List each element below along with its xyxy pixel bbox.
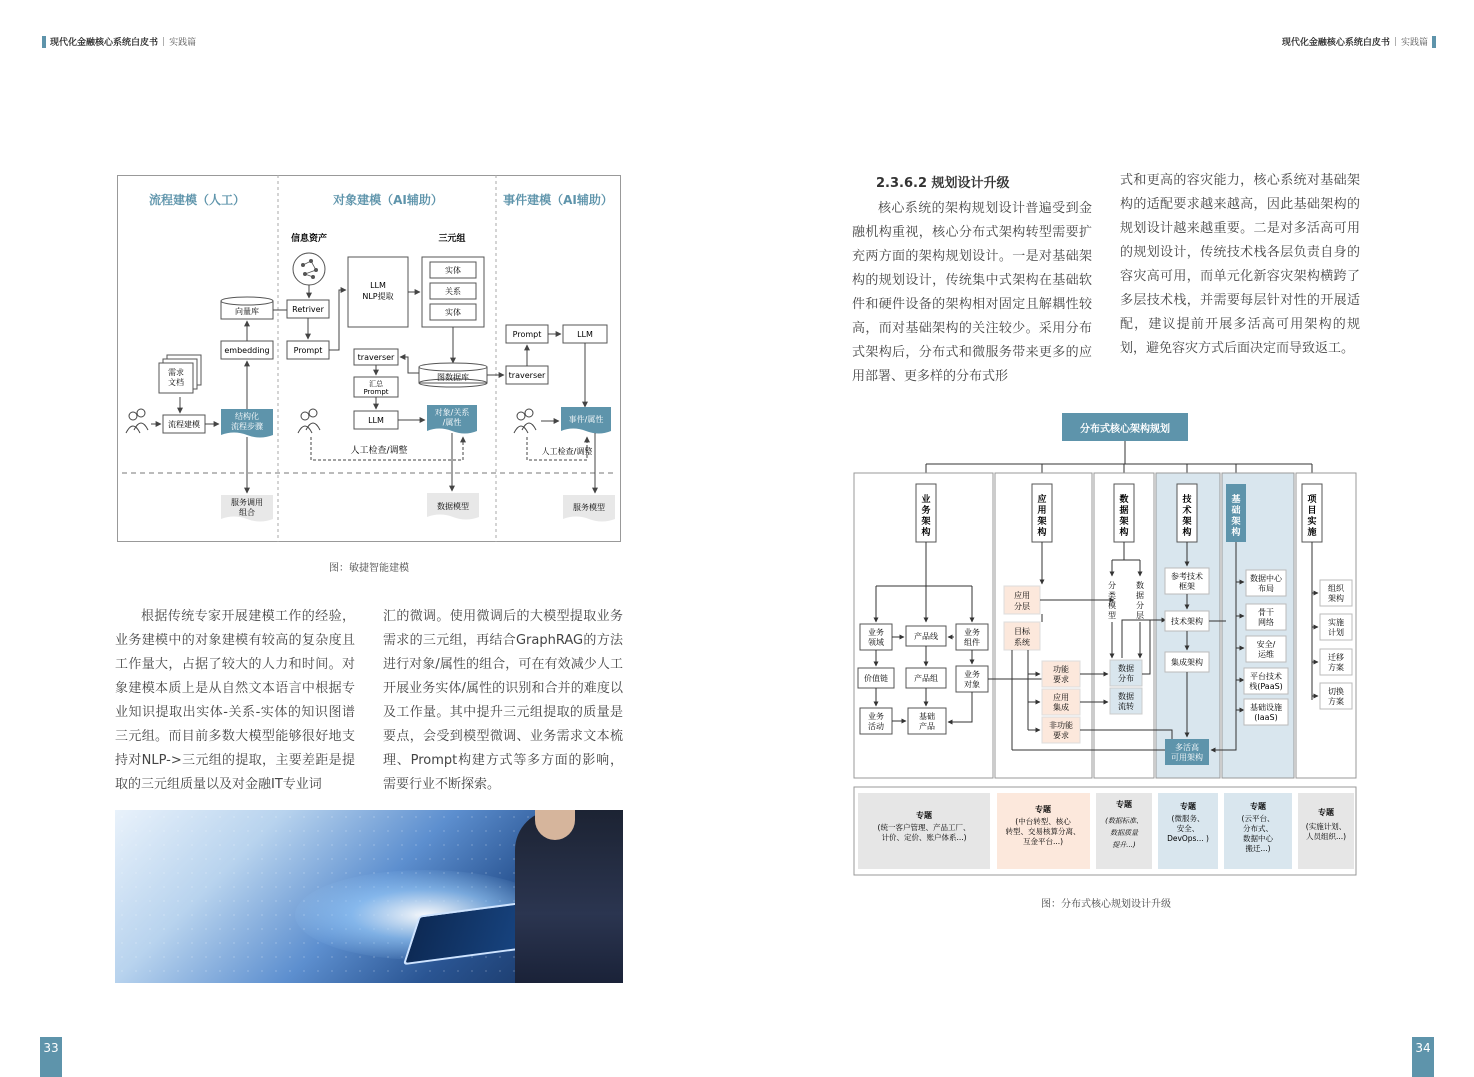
svg-text:集成架构: 集成架构 xyxy=(1171,658,1203,667)
svg-text:业务: 业务 xyxy=(964,670,980,679)
svg-text:组织: 组织 xyxy=(1328,584,1344,593)
svg-text:汇总: 汇总 xyxy=(369,380,383,388)
section-title: 2.3.6.2 规划设计升级 xyxy=(876,176,1010,191)
col-infra xyxy=(1226,484,1246,542)
security-ops xyxy=(1246,636,1286,662)
triples-box xyxy=(422,257,484,327)
svg-text:项: 项 xyxy=(1307,495,1317,505)
paas xyxy=(1244,668,1288,694)
value-chain xyxy=(858,668,894,688)
right-text-col2: 式和更高的容灾能力，核心系统对基础架构的适配要求越来越高，因此基础架构的规划设计越来越重要。二是对多活高可用的规划设计，传统技术栈各层负责自身的容灾高可用，而单元化新容灾架构横跨了多层技术栈，并需要每层针对性的开展适配，建议提前开展多活高可用架构的规划，避免容灾方式后面决定而导致返工。 xyxy=(1120,173,1360,356)
svg-text:应用: 应用 xyxy=(1053,693,1069,702)
topic-data xyxy=(1096,793,1152,869)
svg-text:构: 构 xyxy=(1119,528,1129,538)
svg-text:据: 据 xyxy=(1136,591,1144,600)
svg-text:数据: 数据 xyxy=(1118,692,1134,701)
integ-arch-box xyxy=(1165,652,1209,672)
ref-tech xyxy=(1165,568,1209,594)
svg-text:对象/关系: 对象/关系 xyxy=(434,408,470,417)
llm-box xyxy=(354,411,398,429)
figure1-caption: 图：敏捷智能建模 xyxy=(329,563,409,574)
graph-db xyxy=(419,363,487,387)
svg-text:需求: 需求 xyxy=(168,368,184,377)
svg-text:用: 用 xyxy=(1037,506,1047,516)
biz-object xyxy=(956,666,988,692)
svg-text:LLM: LLM xyxy=(368,416,384,425)
data-flow xyxy=(1110,688,1142,714)
func-req xyxy=(1042,661,1080,687)
svg-text:实体: 实体 xyxy=(445,308,461,317)
iaas xyxy=(1244,699,1288,725)
process-modeling-box xyxy=(163,415,205,433)
svg-text:架: 架 xyxy=(921,517,931,527)
svg-text:安全/: 安全/ xyxy=(1256,640,1276,649)
svg-text:础: 础 xyxy=(1231,506,1241,516)
svg-text:专题: 专题 xyxy=(1250,802,1266,811)
svg-text:架: 架 xyxy=(1182,517,1192,527)
col3-title: 事件建模（AI辅助） xyxy=(503,193,613,207)
svg-text:Prompt: Prompt xyxy=(293,346,323,355)
requirement-doc xyxy=(159,355,201,393)
header-title: 现代化金融核心系统白皮书 xyxy=(1281,38,1390,48)
topic-infra xyxy=(1224,793,1292,869)
svg-text:产品: 产品 xyxy=(919,722,935,731)
header-section: 实践篇 xyxy=(1400,38,1428,48)
svg-text:专题: 专题 xyxy=(1035,805,1051,814)
vector-db xyxy=(221,297,273,319)
svg-text:非功能: 非功能 xyxy=(1049,721,1073,730)
svg-text:要求: 要求 xyxy=(1053,675,1069,684)
svg-text:专题: 专题 xyxy=(1180,802,1196,811)
svg-text:架: 架 xyxy=(1119,517,1129,527)
svg-text:目: 目 xyxy=(1307,506,1317,516)
impl-plan xyxy=(1320,614,1352,640)
svg-text:基础: 基础 xyxy=(919,712,935,721)
svg-text:构: 构 xyxy=(1182,528,1192,538)
svg-text:型: 型 xyxy=(1108,611,1116,620)
svg-text:提升...): 提升...) xyxy=(1112,841,1136,849)
prompt-box xyxy=(287,341,329,359)
svg-text:traverser: traverser xyxy=(357,353,395,362)
svg-text:向量库: 向量库 xyxy=(235,307,259,316)
svg-text:数据模型: 数据模型 xyxy=(437,502,469,511)
svg-text:DevOps... ): DevOps... ) xyxy=(1167,834,1209,843)
svg-text:数据质量: 数据质量 xyxy=(1110,829,1138,837)
svg-text:分布式核心架构规划: 分布式核心架构规划 xyxy=(1080,424,1170,435)
svg-text:运维: 运维 xyxy=(1258,650,1274,659)
svg-text:(数据标准、: (数据标准、 xyxy=(1105,817,1143,825)
svg-text:图数据库: 图数据库 xyxy=(437,373,469,382)
svg-text:施: 施 xyxy=(1307,528,1317,538)
right-text-col1: 核心系统的架构规划设计普遍受到金融机构重视，核心分布式架构转型需要扩充两方面的架构规划设计。一是对基础架构的规划设计，传统集中式架构在基础软件和硬件设备的架构相对固定且解耦性较高，而对基础架构的关注较少。采用分布式架构后，分布式和微服务带来更多的应用部署、更多样的分布式形 xyxy=(852,201,1092,384)
svg-text:构: 构 xyxy=(1231,528,1241,538)
svg-text:人员组织...): 人员组织...) xyxy=(1305,832,1347,841)
col2-title: 对象建模（AI辅助） xyxy=(333,193,443,207)
summary-prompt-box xyxy=(354,377,398,397)
llm-nlp-box xyxy=(348,257,408,327)
svg-text:计价、定价、账户体系...): 计价、定价、账户体系...) xyxy=(881,833,967,842)
svg-text:活动: 活动 xyxy=(868,722,884,731)
header-section: 实践篇 xyxy=(169,38,197,48)
svg-text:(云平台、: (云平台、 xyxy=(1241,814,1275,823)
topic-app xyxy=(997,793,1090,869)
svg-text:方案: 方案 xyxy=(1328,663,1344,672)
svg-text:术: 术 xyxy=(1182,506,1192,516)
tech-arch-box xyxy=(1165,611,1209,631)
svg-text:数据: 数据 xyxy=(1118,664,1134,673)
col-tech xyxy=(1177,484,1197,542)
svg-text:应用: 应用 xyxy=(1014,591,1030,600)
svg-text:服务模型: 服务模型 xyxy=(573,503,605,512)
event-prompt-box xyxy=(506,325,548,343)
header-title: 现代化金融核心系统白皮书 xyxy=(50,38,159,48)
svg-text:实施: 实施 xyxy=(1328,618,1344,627)
svg-text:功能: 功能 xyxy=(1053,665,1069,674)
header-bar xyxy=(42,36,46,48)
svg-text:事件/属性: 事件/属性 xyxy=(568,415,604,424)
svg-text:技术架构: 技术架构 xyxy=(1171,617,1203,626)
svg-text:LLM: LLM xyxy=(370,281,386,290)
svg-text:集成: 集成 xyxy=(1053,703,1069,712)
svg-text:栈(PaaS): 栈(PaaS) xyxy=(1249,682,1283,691)
topic-tech xyxy=(1158,793,1218,869)
col-business xyxy=(916,484,936,542)
svg-text:方案: 方案 xyxy=(1328,697,1344,706)
svg-text:实: 实 xyxy=(1307,517,1317,527)
svg-text:平台技术: 平台技术 xyxy=(1250,672,1282,681)
svg-text:切换: 切换 xyxy=(1328,687,1344,696)
svg-text:类: 类 xyxy=(1108,591,1116,600)
col-app xyxy=(1032,484,1052,542)
svg-text:业: 业 xyxy=(921,495,931,505)
svg-text:系统: 系统 xyxy=(1014,638,1030,647)
col-data xyxy=(1114,484,1134,542)
svg-text:基础设施: 基础设施 xyxy=(1250,703,1282,712)
svg-text:NLP提取: NLP提取 xyxy=(362,292,394,301)
svg-text:业务: 业务 xyxy=(868,712,884,721)
svg-text:架: 架 xyxy=(1037,517,1047,527)
triples-label: 三元组 xyxy=(438,234,466,244)
svg-text:领域: 领域 xyxy=(868,638,884,647)
page-number-left: 33 xyxy=(40,1037,62,1077)
svg-text:数据中心: 数据中心 xyxy=(1243,834,1273,843)
left-text-col2: 汇的微调。使用微调后的大模型提取业务需求的三元组，再结合GraphRAG的方法进行对象/属性的组合，可在有效减少人工开展业务实体/属性的识别和合并的难度以及工作量。其中提升三元组提取的质量是要点，会受到模型微调、业务需求文本梳理、Prompt构建方式等多方面的影响，需要行业不断探索。 xyxy=(383,609,623,792)
svg-text:Retriver: Retriver xyxy=(292,305,324,314)
svg-text:务: 务 xyxy=(921,506,931,516)
svg-text:框架: 框架 xyxy=(1179,582,1195,591)
svg-text:分布式、: 分布式、 xyxy=(1243,824,1273,833)
svg-text:产品线: 产品线 xyxy=(914,632,938,641)
svg-text:(实施计划、: (实施计划、 xyxy=(1305,822,1347,831)
svg-text:布局: 布局 xyxy=(1258,584,1274,593)
base-product xyxy=(908,708,946,734)
svg-text:Prompt: Prompt xyxy=(363,388,389,396)
svg-text:可用架构: 可用架构 xyxy=(1171,753,1203,762)
svg-text:层: 层 xyxy=(1136,611,1144,620)
col1-title: 流程建模（人工） xyxy=(148,193,246,207)
svg-text:结构化: 结构化 xyxy=(235,412,259,421)
biz-activity xyxy=(860,708,892,734)
svg-text:安全、: 安全、 xyxy=(1176,824,1200,833)
app-layer xyxy=(1004,586,1040,614)
svg-text:迁移: 迁移 xyxy=(1328,653,1344,662)
svg-text:流转: 流转 xyxy=(1118,702,1134,711)
multi-active-box xyxy=(1165,739,1209,765)
svg-text:数: 数 xyxy=(1119,495,1129,505)
svg-text:计划: 计划 xyxy=(1328,628,1344,637)
svg-text:要求: 要求 xyxy=(1053,731,1069,740)
left-text-col1: 根据传统专家开展建模工作的经验，业务建模中的对象建模有较高的复杂度且工作量大，占据了较大的人力和时间。对象建模本质上是从自然文本语言中根据专业知识提取出实体-关系-实体的知识图谱三元组。而目前多数大模型能够很好地支持对NLP->三元组的提取，主要差距是提取的三元组质量以及对金融IT专业词 xyxy=(115,609,355,792)
svg-text:架: 架 xyxy=(1231,517,1241,527)
svg-text:分: 分 xyxy=(1108,581,1116,590)
svg-text:流程建模: 流程建模 xyxy=(168,420,200,429)
nonfunc-req xyxy=(1042,717,1080,743)
product-line xyxy=(906,626,946,646)
svg-text:参考技术: 参考技术 xyxy=(1171,572,1203,581)
org-arch xyxy=(1320,580,1352,606)
svg-text:数据中心: 数据中心 xyxy=(1250,574,1282,583)
svg-text:embedding: embedding xyxy=(224,346,270,355)
svg-text:分布: 分布 xyxy=(1118,674,1134,683)
svg-text:(微服务、: (微服务、 xyxy=(1171,814,1205,823)
data-dist xyxy=(1110,660,1142,686)
info-assets-label: 信息资产 xyxy=(290,234,328,244)
app-integ xyxy=(1042,689,1080,715)
svg-text:转型、交易核算分离、: 转型、交易核算分离、 xyxy=(1005,827,1081,836)
svg-text:架构: 架构 xyxy=(1328,594,1344,603)
svg-text:据: 据 xyxy=(1119,506,1129,516)
top-box xyxy=(1062,413,1188,441)
svg-text:数: 数 xyxy=(1136,581,1144,590)
svg-text:组合: 组合 xyxy=(239,508,255,517)
svg-text:构: 构 xyxy=(921,528,931,538)
svg-text:业务: 业务 xyxy=(868,628,884,637)
svg-text:分层: 分层 xyxy=(1014,602,1030,611)
business-tablet-photo xyxy=(115,810,623,983)
col-project xyxy=(1302,484,1322,542)
distributed-arch-figure xyxy=(852,410,1360,880)
svg-text:traverser: traverser xyxy=(508,371,546,380)
topic-business xyxy=(858,793,990,869)
cutover-plan xyxy=(1320,683,1352,709)
svg-text:服务调用: 服务调用 xyxy=(231,498,263,507)
svg-text:(IaaS): (IaaS) xyxy=(1254,713,1278,722)
migration-plan xyxy=(1320,649,1352,675)
svg-text:(统一客户管理、产品工厂、: (统一客户管理、产品工厂、 xyxy=(877,823,971,832)
manual-check-label: 人工检查/调整 xyxy=(350,446,408,456)
svg-text:应: 应 xyxy=(1037,495,1047,505)
event-llm-box xyxy=(563,325,607,343)
embedding-box xyxy=(221,341,273,359)
header-sep: | xyxy=(1393,36,1397,47)
header-bar xyxy=(1432,36,1436,48)
svg-text:分: 分 xyxy=(1136,601,1144,610)
product-group xyxy=(906,668,946,688)
svg-text:实体: 实体 xyxy=(445,266,461,275)
event-manual-check-label: 人工检查/调整 xyxy=(541,447,593,456)
svg-text:专题: 专题 xyxy=(1318,808,1334,817)
svg-text:(中台转型、核心: (中台转型、核心 xyxy=(1015,817,1071,826)
retriver-box xyxy=(287,300,329,318)
target-system xyxy=(1004,622,1040,650)
dc-layout xyxy=(1246,570,1286,596)
event-traverser-box xyxy=(506,366,548,384)
svg-text:文档: 文档 xyxy=(168,378,184,387)
svg-text:互金平台...): 互金平台...) xyxy=(1022,837,1064,846)
svg-text:专题: 专题 xyxy=(1116,800,1132,809)
page-header-left xyxy=(42,35,196,48)
svg-text:基: 基 xyxy=(1231,495,1241,505)
header-sep: | xyxy=(162,36,166,47)
svg-text:关系: 关系 xyxy=(445,287,461,296)
svg-text:对象: 对象 xyxy=(964,680,980,689)
topic-project xyxy=(1298,793,1354,869)
svg-text:骨干: 骨干 xyxy=(1258,608,1274,617)
svg-text:目标: 目标 xyxy=(1014,627,1030,636)
svg-text:技: 技 xyxy=(1182,495,1192,505)
page-number-right: 34 xyxy=(1412,1037,1434,1077)
svg-text:搬迁...): 搬迁...) xyxy=(1245,844,1271,853)
svg-text:Prompt: Prompt xyxy=(512,330,542,339)
svg-text:网络: 网络 xyxy=(1258,618,1274,627)
svg-text:构: 构 xyxy=(1037,528,1047,538)
svg-text:流程步骤: 流程步骤 xyxy=(231,422,263,431)
agile-modeling-figure xyxy=(117,175,621,542)
svg-text:组件: 组件 xyxy=(964,638,980,647)
svg-text:业务: 业务 xyxy=(964,628,980,637)
svg-text:多活高: 多活高 xyxy=(1175,743,1199,752)
backbone-net xyxy=(1246,604,1286,630)
biz-domain xyxy=(860,624,892,650)
figure2-caption: 图：分布式核心规划设计升级 xyxy=(1041,899,1171,910)
traverser-box xyxy=(354,349,398,365)
svg-text:产品组: 产品组 xyxy=(914,674,938,683)
svg-text:模: 模 xyxy=(1108,601,1116,610)
svg-text:/属性: /属性 xyxy=(442,418,462,427)
svg-text:价值链: 价值链 xyxy=(864,674,888,683)
svg-text:专题: 专题 xyxy=(916,811,932,820)
biz-component xyxy=(956,624,988,650)
page-header-right xyxy=(1282,35,1436,48)
svg-text:LLM: LLM xyxy=(577,330,593,339)
knowledge-graph-icon xyxy=(293,253,325,285)
